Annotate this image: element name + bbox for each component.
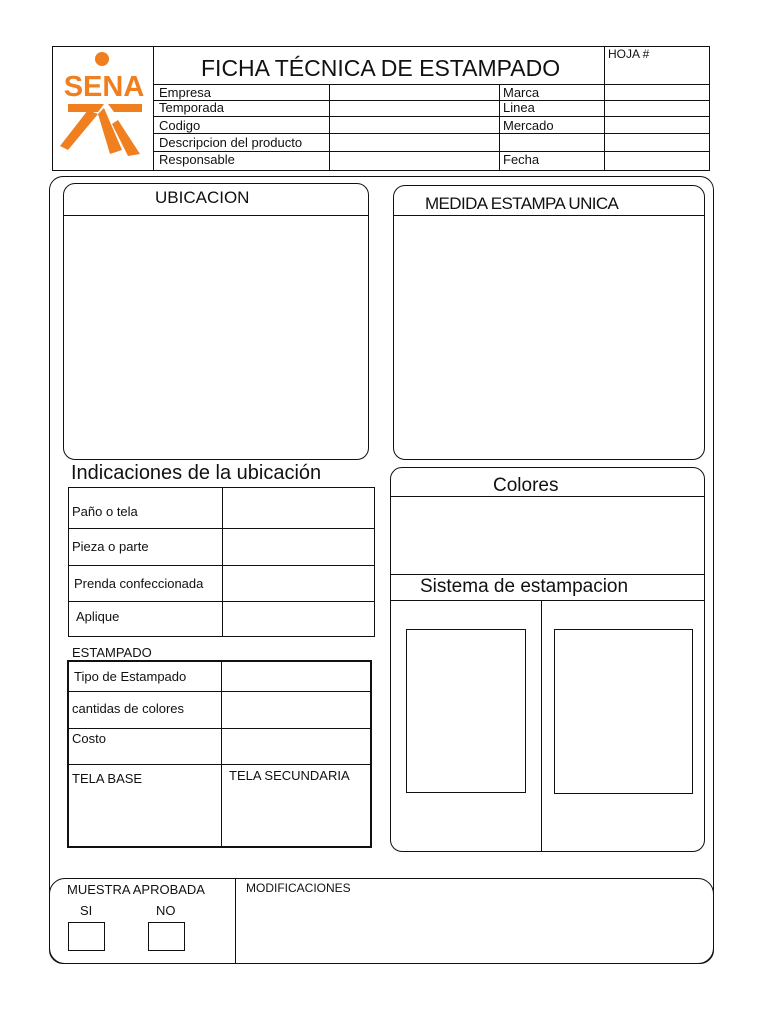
sistema-title: Sistema de estampacion <box>420 576 629 597</box>
sena-logo <box>58 50 150 162</box>
estampado-row-tipo: Tipo de Estampado <box>74 669 187 684</box>
sistema-top-line <box>390 574 705 575</box>
field-descripcion-input[interactable] <box>330 134 498 151</box>
modificaciones-label: MODIFICACIONES <box>246 881 351 895</box>
no-label: NO <box>156 903 176 918</box>
estampado-cantidad-input[interactable] <box>222 692 370 728</box>
colores-input[interactable] <box>391 497 704 574</box>
tela-base-input[interactable] <box>68 788 220 846</box>
indicaciones-row-aplique: Aplique <box>76 609 120 624</box>
header-col-line-2 <box>499 84 500 171</box>
field-linea-label: Linea <box>503 100 535 115</box>
indicaciones-pieza-input[interactable] <box>223 529 374 565</box>
field-linea-input[interactable] <box>605 101 709 116</box>
muestra-aprobada-label: MUESTRA APROBADA <box>67 882 205 897</box>
colores-title: Colores <box>493 475 559 496</box>
document-title: FICHA TÉCNICA DE ESTAMPADO <box>201 55 561 81</box>
field-responsable-label: Responsable <box>159 152 235 167</box>
si-label: SI <box>80 903 93 918</box>
tela-secundaria-input[interactable] <box>222 788 370 846</box>
field-codigo-label: Codigo <box>159 118 201 133</box>
indicaciones-pano-input[interactable] <box>223 488 374 528</box>
sistema-left-swatch[interactable] <box>406 629 526 793</box>
field-empresa-label: Empresa <box>159 85 212 100</box>
field-marca-label: Marca <box>503 85 540 100</box>
sena-logo-text: SENA <box>63 71 145 103</box>
estampado-row-cantidad: cantidas de colores <box>72 701 185 716</box>
sheet-number-label: HOJA # <box>608 47 650 61</box>
field-fecha-input[interactable] <box>605 152 709 170</box>
indicaciones-title: Indicaciones de la ubicación <box>71 462 322 484</box>
estampado-row-line-3 <box>67 764 372 765</box>
sistema-center-line <box>541 600 542 852</box>
field-responsable-input[interactable] <box>330 152 498 170</box>
field-codigo-input[interactable] <box>330 117 498 133</box>
sistema-right-swatch[interactable] <box>554 629 693 794</box>
indicaciones-prenda-input[interactable] <box>223 566 374 601</box>
si-checkbox[interactable] <box>68 922 105 951</box>
field-marca-input[interactable] <box>605 85 709 100</box>
no-checkbox[interactable] <box>148 922 185 951</box>
indicaciones-aplique-input[interactable] <box>223 602 374 636</box>
estampado-row-costo: Costo <box>72 731 106 746</box>
footer-divider <box>235 878 236 964</box>
indicaciones-row-pano: Paño o tela <box>72 504 138 519</box>
modificaciones-input[interactable] <box>238 898 708 960</box>
header-logo-divider <box>153 46 154 171</box>
medida-box[interactable] <box>393 185 705 460</box>
estampado-title: ESTAMPADO <box>72 645 152 660</box>
sena-logo-icon <box>58 50 150 162</box>
tela-secundaria-label: TELA SECUNDARIA <box>229 768 350 783</box>
ubicacion-divider <box>63 215 369 216</box>
ubicacion-box[interactable] <box>63 183 369 460</box>
field-mercado-label: Mercado <box>503 118 554 133</box>
field-empresa-input[interactable] <box>330 85 498 100</box>
estampado-tipo-input[interactable] <box>222 661 370 691</box>
medida-divider <box>393 215 705 216</box>
field-fecha-label: Fecha <box>503 152 540 167</box>
indicaciones-row-prenda: Prenda confeccionada <box>74 576 204 591</box>
field-descripcion-label: Descripcion del producto <box>159 135 303 150</box>
medida-title: MEDIDA ESTAMPA UNICA <box>425 194 619 213</box>
field-temporada-input[interactable] <box>330 101 498 116</box>
indicaciones-row-pieza: Pieza o parte <box>72 539 149 554</box>
field-mercado-input[interactable] <box>605 117 709 133</box>
tela-base-label: TELA BASE <box>72 771 143 786</box>
field-temporada-label: Temporada <box>159 100 225 115</box>
sistema-divider <box>390 600 705 601</box>
ubicacion-title: UBICACION <box>155 188 250 207</box>
estampado-costo-input[interactable] <box>222 729 370 764</box>
